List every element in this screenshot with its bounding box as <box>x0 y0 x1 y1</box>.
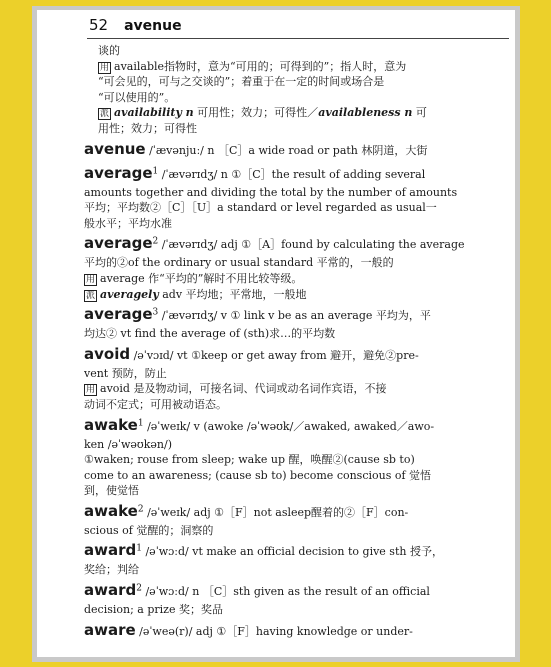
entry-avoid <box>84 344 506 366</box>
homograph-number: 1 <box>136 543 142 554</box>
homograph-number: 3 <box>152 307 159 318</box>
usage-tag: 用 <box>86 385 96 396</box>
entry-line: come to an awareness; (cause sb to) become conscious of 觉悟 <box>84 468 432 482</box>
derived-word: availableness n <box>318 106 413 120</box>
entry-award-2 <box>84 580 506 602</box>
headword: average <box>84 163 153 182</box>
homograph-number: 2 <box>136 583 142 594</box>
derived-note <box>84 105 506 121</box>
definition: /əˈweɪk/ adj ①［F］not asleep醒着的②［F］con- <box>143 505 409 519</box>
entry-aware <box>84 620 506 642</box>
entry-line: 到，使觉悟 <box>84 484 139 498</box>
note-text: 可 <box>412 106 427 120</box>
usage-note <box>84 381 506 397</box>
note-text: average 作“平均的”解时不用比较等级。 <box>100 271 303 285</box>
definition: /ˈævərɪdʒ/ n ①［C］the result of adding several <box>158 167 426 181</box>
entry-line: ken /əˈwəʊkən/) <box>84 437 172 451</box>
entry-line: 平均；平均数②［C］［U］a standard or level regarded as usual一 <box>84 201 437 215</box>
definition: /əˈweə(r)/ adj ①［F］having knowledge or under- <box>135 624 413 638</box>
entry-line: 奖给；判给 <box>84 563 139 577</box>
entry-avenue <box>84 139 506 161</box>
entry-line: 动词不定式；可用被动语态。 <box>84 397 227 411</box>
entry-line: “可以使用的”。 <box>98 90 176 104</box>
entry-awake-1 <box>84 415 506 437</box>
derived-tag: 派 <box>100 109 110 120</box>
entry-line: “可会见的，可与之交谈的”；着重于在一定的时间或场合是 <box>98 75 385 89</box>
note-text: adv 平均地；平常地，一般地 <box>158 287 307 301</box>
usage-tag: 用 <box>100 62 110 73</box>
note-text: avoid 是及物动词，可接名词、代词或动名词作宾语，不接 <box>100 382 387 396</box>
note-text: 可用性；效力；可得性／ <box>193 106 319 120</box>
usage-note <box>84 271 506 287</box>
homograph-number: 2 <box>137 504 144 515</box>
headword: award <box>84 581 137 600</box>
derived-note <box>84 287 506 303</box>
definition: /əˈwɔːd/ vt make an official decision to give sth 授予， <box>141 545 443 559</box>
derived-tag: 派 <box>86 290 96 301</box>
header-rule <box>87 38 509 39</box>
entry-average-3 <box>84 304 506 326</box>
headword: average <box>84 234 153 253</box>
entry-line: 般水平；平均水准 <box>84 216 172 230</box>
entry-line: 谈的 <box>98 44 120 57</box>
definition: /əˈwɔːd/ n ［C］sth given as the result of an official <box>141 585 430 599</box>
page-number: 52 <box>89 16 109 34</box>
derived-word: averagely <box>100 287 159 301</box>
running-head: avenue <box>124 18 182 34</box>
headword: average <box>84 305 153 324</box>
entry-line: decision; a prize 奖；奖品 <box>84 603 223 617</box>
homograph-number: 1 <box>152 165 159 176</box>
definition: /əˈweɪk/ v (awoke /əˈwəʊk/／awaked, awaked／awo- <box>143 419 435 433</box>
homograph-number: 2 <box>152 236 159 247</box>
entry-line: amounts together and dividing the total by the number of amounts <box>84 185 458 199</box>
derived-word: availability n <box>114 106 194 120</box>
headword: award <box>84 541 137 560</box>
entry-line: 均达② vt find the average of (sth)求…的平均数 <box>84 327 336 341</box>
headword: awake <box>84 501 138 520</box>
entry-average-1 <box>84 163 506 185</box>
definition: /ˈævənjuː/ n ［C］a wide road or path 林阴道，大街 <box>145 143 428 157</box>
definition: /əˈvɔɪd/ vt ①keep or get away from 避开，避免②pre- <box>130 348 419 362</box>
page-header <box>89 16 182 40</box>
usage-note <box>84 59 506 75</box>
entry-average-2 <box>84 233 506 255</box>
homograph-number: 1 <box>137 417 144 428</box>
entry-line: 平均的②of the ordinary or usual standard 平常的，一般的 <box>84 256 394 270</box>
usage-tag: 用 <box>86 274 96 285</box>
headword: aware <box>84 620 136 639</box>
dictionary-entries <box>84 43 506 642</box>
headword: awake <box>84 415 138 434</box>
entry-line: vent 预防，防止 <box>84 366 167 380</box>
note-text: available指物时，意为“可用的；可得到的”；指人时，意为 <box>114 59 407 73</box>
headword: avenue <box>84 139 146 158</box>
headword: avoid <box>84 344 131 363</box>
entry-awake-2 <box>84 501 506 523</box>
definition: /ˈævərɪdʒ/ v ① link v be as an average 平均为，平 <box>158 309 431 323</box>
entry-line: ①waken; rouse from sleep; wake up 醒，唤醒②(cause sb to) <box>84 453 415 467</box>
entry-award-1 <box>84 540 506 562</box>
dictionary-page <box>37 10 515 657</box>
definition: /ˈævərɪdʒ/ adj ①［A］found by calculating the average <box>158 238 465 252</box>
entry-line: 用性；效力；可得性 <box>98 121 197 135</box>
entry-line: scious of 觉醒的；洞察的 <box>84 523 214 537</box>
